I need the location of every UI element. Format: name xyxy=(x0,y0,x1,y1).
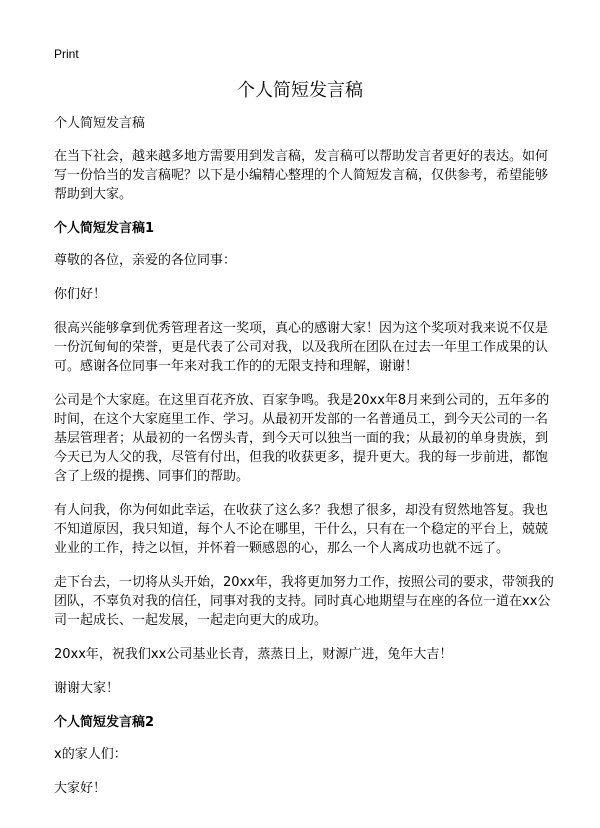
paragraph: 谢谢大家！ xyxy=(54,681,120,696)
paragraph: 20xx年，祝我们xx公司基业长青，蒸蒸日上，财源广进，兔年大吉！ xyxy=(54,647,453,662)
document-body xyxy=(54,114,554,813)
paragraph: 公司是个大家庭。在这里百花齐放、百家争鸣。我是20xx年8月来到公司的，五年多的时间，在这个大家庭里工作、学习。从最初开发部的一名普通员工，到今天公司的一名基层管理者；从最初的一名愣头青，到今天可以独当一面的我；从最初的单身贵族，到今天已为人父的我，尽管有付出，但我的收获更多，提升更大。我的每一步前进，都饱含了上级的提携、同事们的帮助。 xyxy=(54,393,550,484)
paragraph: 有人问我，你为何如此幸运，在收获了这么多？我想了很多，却没有贸然地答复。我也不知道原因，我只知道，每个人不论在哪里，干什么，只有在一个稳定的平台上，兢兢业业的工作，持之以恒，并怀着一颗感恩的心，那么一个人离成功也就不远了。 xyxy=(54,503,549,556)
paragraph: 尊敬的各位，亲爱的各位同事： xyxy=(54,253,237,268)
document-subtitle: 个人简短发言稿 xyxy=(54,116,146,131)
paragraph: 你们好！ xyxy=(54,287,107,302)
paragraph: 走下台去，一切将从头开始，20xx年，我将更加努力工作，按照公司的要求，带领我的团队，不辜负对我的信任，同事对我的支持。同时真心地期望与在座的各位一道在xx公司一起成长、一起发展，一起走向更大的成功。 xyxy=(54,575,554,628)
section-2-heading: 个人简短发言稿2 xyxy=(54,715,155,730)
document-title: 个人简短发言稿 xyxy=(237,80,363,101)
paragraph: x的家人们： xyxy=(54,747,127,762)
section-1-heading: 个人简短发言稿1 xyxy=(54,221,155,236)
paragraph: 很高兴能够拿到优秀管理者这一奖项，真心的感谢大家！因为这个奖项对我来说不仅是一份沉甸甸的荣誉，更是代表了公司对我，以及我所在团队在过去一年里工作成果的认可。感谢各位同事一年来对我工作的的无限支持和理解，谢谢！ xyxy=(54,321,549,374)
intro-paragraph: 在当下社会，越来越多地方需要用到发言稿，发言稿可以帮助发言者更好的表达。如何写一份恰当的发言稿呢？以下是小编精心整理的个人简短发言稿，仅供参考，希望能够帮助到大家。 xyxy=(54,149,549,202)
paragraph: 大家好！ xyxy=(54,781,107,796)
print-link[interactable]: Print xyxy=(54,47,79,61)
